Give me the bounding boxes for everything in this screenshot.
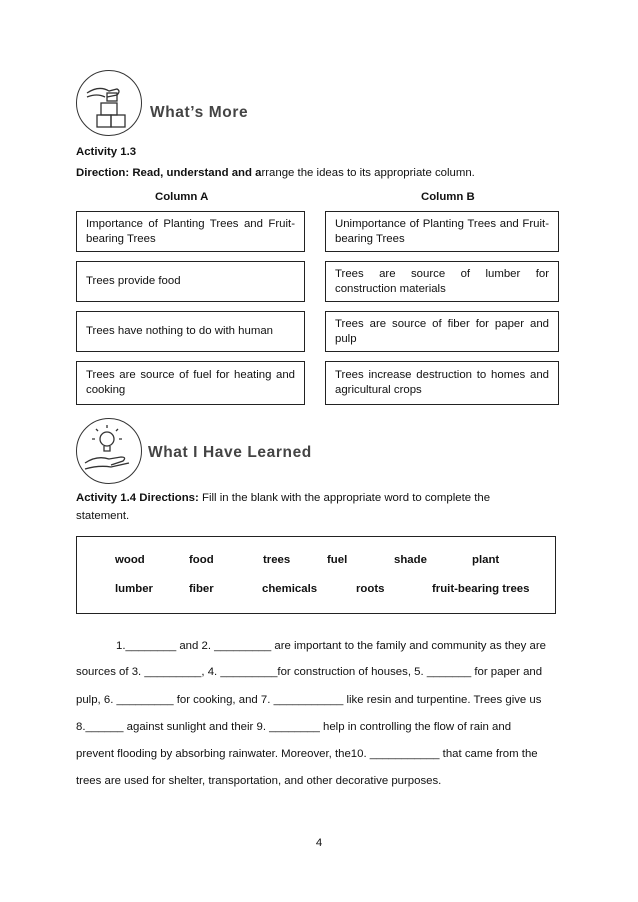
word-bank-item: food <box>189 554 214 566</box>
column-a-box <box>76 261 305 302</box>
activity-14-label: Activity 1.4 Directions: <box>76 492 199 504</box>
column-b-box <box>325 211 559 252</box>
box-text: Trees are source of fuel for heating and cooking <box>86 369 295 396</box>
paragraph-line: 1.________ and 2. _________ are important to the family and community as they are <box>116 640 546 652</box>
word-bank-item: shade <box>394 554 427 566</box>
column-a-box <box>76 311 305 352</box>
word-bank-item: lumber <box>115 583 153 595</box>
paragraph-line: pulp, 6. _________ for cooking, and 7. ___________ like resin and turpentine. Trees give us <box>76 694 542 706</box>
box-text: Trees have nothing to do with human <box>86 325 274 337</box>
what-i-learned-title: What I Have Learned <box>148 444 312 461</box>
column-a-box <box>76 211 305 252</box>
activity-14-direction <box>76 489 536 525</box>
word-bank-item: trees <box>263 554 291 566</box>
box-text: Trees are source of lumber for construction materials <box>335 267 549 295</box>
box-text: Trees increase destruction to homes and agricultural crops <box>335 369 549 396</box>
direction-bold-text: Direction: Read, understand and a <box>76 167 262 179</box>
paragraph-line: prevent flooding by absorbing rainwater. Moreover, the10. ___________ that came from the <box>76 748 538 760</box>
box-text: Importance of Planting Trees and Fruit-bearing Trees <box>86 217 295 245</box>
box-text: Trees provide food <box>86 275 181 287</box>
column-b-box <box>325 311 559 352</box>
word-bank-item: roots <box>356 583 385 595</box>
word-bank-item: fruit-bearing trees <box>432 583 530 595</box>
word-bank-item: fuel <box>327 554 348 566</box>
page-number: 4 <box>315 837 323 849</box>
column-b-box <box>325 361 559 405</box>
lightbulb-hand-icon <box>76 418 142 484</box>
box-text: Trees are source of fiber for paper and pulp <box>335 317 549 345</box>
word-bank <box>76 536 556 614</box>
word-bank-item: chemicals <box>262 583 318 595</box>
activity-13-label: Activity 1.3 <box>76 146 137 158</box>
activity-13-direction <box>76 166 475 181</box>
paragraph-line: sources of 3. _________, 4. _________for construction of houses, 5. _______ for paper and <box>76 666 543 678</box>
direction-rest-text: rrange the ideas to its appropriate column. <box>261 167 475 179</box>
activity-14-direction-text: Fill in the blank with the appropriate word to complete the statement. <box>76 492 491 522</box>
paragraph-line: 8.______ against sunlight and their 9. ________ help in controlling the flow of rain and <box>76 721 512 733</box>
paragraph-line: trees are used for shelter, transportation, and other decorative purposes. <box>76 775 442 787</box>
column-a-header: Column A <box>155 191 209 203</box>
word-bank-item: wood <box>115 554 145 566</box>
column-b-header: Column B <box>421 191 475 203</box>
word-bank-item: fiber <box>189 583 214 595</box>
box-text: Unimportance of Planting Trees and Fruit-bearing Trees <box>335 217 549 245</box>
whats-more-icon <box>76 70 142 136</box>
word-bank-item: plant <box>472 554 500 566</box>
whats-more-title: What’s More <box>150 104 249 121</box>
column-a-box <box>76 361 305 405</box>
column-b-box <box>325 261 559 302</box>
